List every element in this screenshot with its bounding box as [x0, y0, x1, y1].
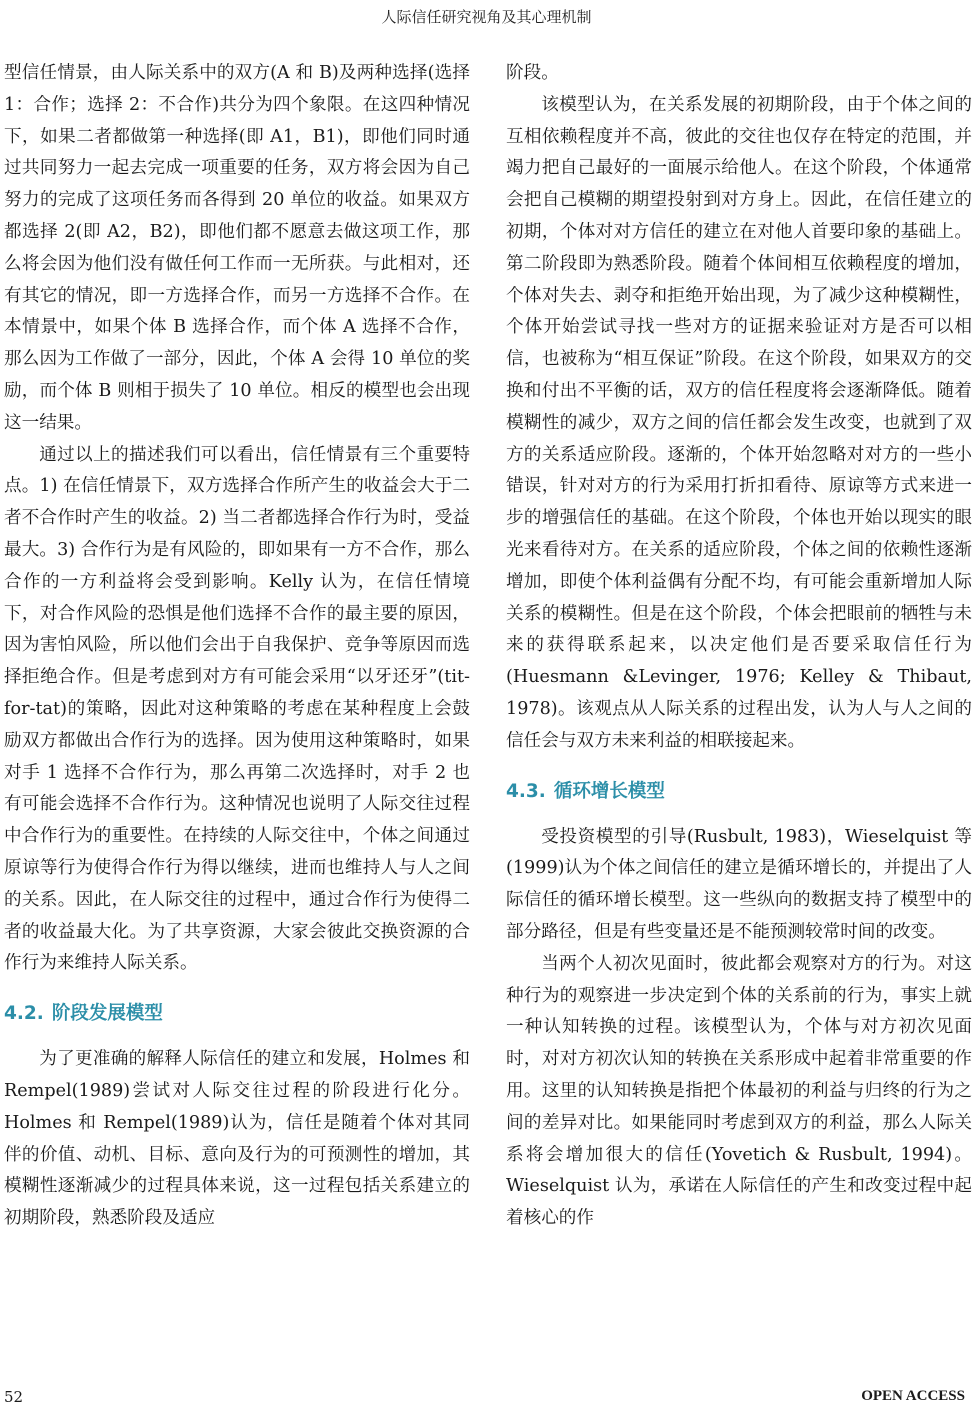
section-title: 循环增长模型 [553, 780, 665, 802]
body-paragraph: 通过以上的描述我们可以看出，信任情景有三个重要特点。1) 在信任情景下，双方选择合作所产生的收益会大于二者不合作时产生的收益。2) 当二者都选择合作行为时，受益最大。3) 合作行为是有风险的，即如果有一方不合作，那么合作的一方利益将会受到影响。Kelly 认为，在信任情境下，对合作风险的恐惧是他们选择不合作的最主要的原因，因为害怕风险，所以他们会出于自我保护、竞争等原因而选择拒绝合作。但是考虑到对方有可能会采用“以牙还牙”(tit-for-tat)的策略，因此对这种策略的考虑在某种程度上会鼓励双方都做出合作行为的选择。因为使用这种策略时，如果对手 1 选择不合作行为，那么再第二次选择时，对手 2 也有可能会选择不合作行为。这种情况也说明了人际交往过程中合作行为的重要性。在持续的人际交往中，个体之间通过原谅等行为使得合作行为得以继续，进而也维持人与人之间的关系。因此，在人际交往的过程中，通过合作行为使得二者的收益最大化。为了共享资源，大家会彼此交换资源的合作行为来维持人际关系。 [4, 444, 470, 974]
left-column [4, 58, 470, 1235]
open-access-label: OPEN ACCESS [861, 1388, 965, 1404]
section-heading-4-3 [506, 778, 972, 806]
section-title: 阶段发展模型 [51, 1003, 163, 1025]
body-paragraph: 为了更准确的解释人际信任的建立和发展，Holmes 和 Rempel(1989)尝试对人际交往过程的阶段进行化分。Holmes 和 Rempel(1989)认为，信任是随着个体对其同伴的价值、动机、目标、意向及行为的可预测性的增加，其模糊性逐渐减少的过程具体来说，这一过程包括关系建立的初期阶段，熟悉阶段及适应 [4, 1049, 470, 1229]
section-heading-4-2 [4, 1000, 470, 1028]
body-paragraph: 该模型认为，在关系发展的初期阶段，由于个体之间的互相依赖程度并不高，彼此的交往也仅存在特定的范围，并竭力把自己最好的一面展示给他人。在这个阶段，个体通常会把自己模糊的期望投射到对方身上。因此，在信任建立的初期，个体对对方信任的建立在对他人首要印象的基础上。第二阶段即为熟悉阶段。随着个体间相互依赖程度的增加，个体对失去、剥夺和拒绝开始出现，为了减少这种模糊性，个体开始尝试寻找一些对方的证据来验证对方是否可以相信，也被称为“相互保证”阶段。在这个阶段，如果双方的交换和付出不平衡的话，双方的信任程度将会逐渐降低。随着模糊性的减少，双方之间的信任都会发生改变，也就到了双方的关系适应阶段。逐渐的，个体开始忽略对对方的一些小错误，针对对方的行为采用打折扣看待、原谅等方式来进一步的增强信任的基础。在这个阶段，个体也开始以现实的眼光来看待对方。在关系的适应阶段，个体之间的依赖性逐渐增加，即使个体利益偶有分配不均，有可能会重新增加人际关系的模糊性。但是在这个阶段，个体会把眼前的牺牲与未来的获得联系起来，以决定他们是否要采取信任行为(Huesmann &Levinger, 1976; Kelley & Thibaut, 1978)。该观点从人际关系的过程出发，认为人与人之间的信任会与双方未来利益的相联接起来。 [506, 94, 972, 751]
body-paragraph: 型信任情景，由人际关系中的双方(A 和 B)及两种选择(选择 1：合作；选择 2：不合作)共分为四个象限。在这四种情况下，如果二者都做第一种选择(即 A1，B1)，即他们同时通过共同努力一起去完成一项重要的任务，双方将会因为自己努力的完成了这项任务而各得到 20 单位的收益。如果双方都选择 2(即 A2，B2)，即他们都不愿意去做这项工作，那么将会因为他们没有做任何工作而一无所获。与此相对，还有其它的情况，即一方选择合作，而另一方选择不合作。在本情景中，如果个体 B 选择合作，而个体 A 选择不合作，那么因为工作做了一部分，因此，个体 A 会得 10 单位的奖励，而个体 B 则相于损失了 10 单位。相反的模型也会出现这一结果。 [4, 63, 470, 433]
body-paragraph: 受投资模型的引导(Rusbult, 1983)，Wieselquist 等(1999)认为个体之间信任的建立是循环增长的，并提出了人际信任的循环增长模型。这一些纵向的数据支持了模型中的部分路径，但是有些变量还是不能预测较常时间的改变。 [506, 826, 972, 942]
body-paragraph: 当两个人初次见面时，彼此都会观察对方的行为。对这种行为的观察进一步决定到个体的关系前的行为，事实上就一种认知转换的过程。该模型认为，个体与对方初次见面时，对对方初次认知的转换在关系形成中起着非常重要的作用。这里的认知转换是指把个体最初的利益与归终的行为之间的差异对比。如果能同时考虑到双方的利益，那么人际关系将会增加很大的信任(Yovetich & Rusbult, 1994)。Wieselquist 认为，承诺在人际信任的产生和改变过程中起着核心的作 [506, 953, 972, 1229]
page-number: 52 [4, 1388, 24, 1406]
section-number: 4.2. [4, 1003, 44, 1025]
right-column [506, 58, 972, 1235]
section-number: 4.3. [506, 780, 546, 802]
running-header: 人际信任研究视角及其心理机制 [381, 8, 592, 26]
body-paragraph: 阶段。 [506, 63, 559, 83]
